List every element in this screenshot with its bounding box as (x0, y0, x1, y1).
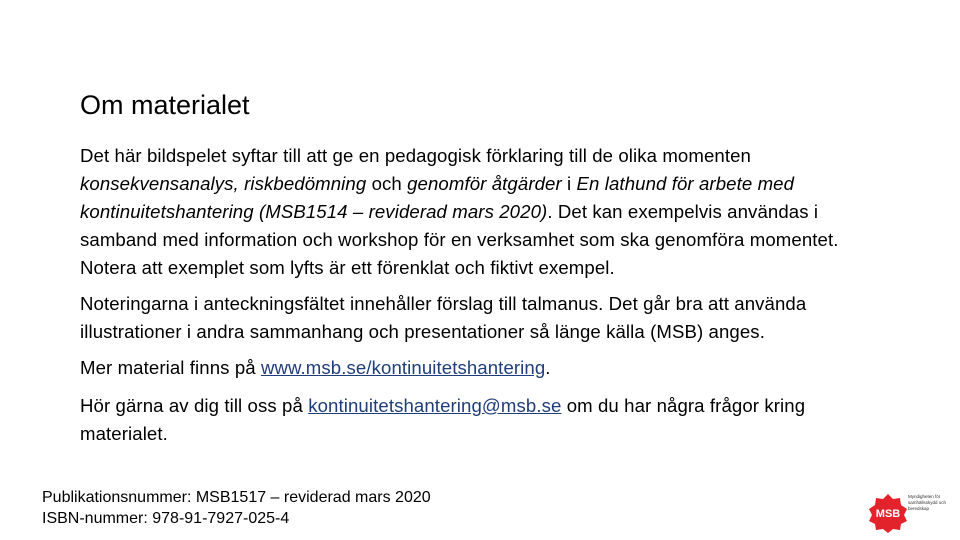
contact-suffix: om du har några frågor kring materialet. (80, 395, 806, 444)
intro-italic-3: En lathund för arbete med kontinuitetshantering (MSB1514 – reviderad mars 2020) (80, 173, 795, 222)
paragraph-contact (80, 392, 880, 448)
msb-logo-text: Myndigheten för samhällsskydd och beredskap (908, 494, 947, 511)
paragraph-notes: Noteringarna i anteckningsfältet innehåller förslag till talmanus. Det går bra att använda illustrationer i andra sammanhang och presentationer så länge källa (MSB) anges. (80, 293, 807, 342)
msb-website-link[interactable]: www.msb.se/kontinuitetshantering (260, 357, 546, 378)
more-material-suffix: . (545, 357, 551, 378)
publication-number: Publikationsnummer: MSB1517 – reviderad mars 2020 (42, 489, 431, 506)
intro-text-4: . Det kan exempelvis användas i samband med information och workshop för en verksamhet som ska genomföra momentet. Notera att exemplet som lyfts är ett förenklat och fiktivt exempel. (80, 201, 839, 278)
intro-text-2: och (366, 173, 408, 194)
intro-italic-1: konsekvensanalys, riskbedömning (80, 173, 367, 194)
intro-text-1: Det här bildspelet syftar till att ge en pedagogisk förklaring till de olika momenten (80, 145, 751, 166)
intro-italic-2: genomför åtgärder (407, 173, 562, 194)
contact-email-link[interactable]: kontinuitetshantering@msb.se (308, 395, 562, 416)
msb-mark-text: MSB (875, 508, 901, 520)
publication-footer (42, 487, 431, 529)
content (80, 142, 880, 456)
page-title: Om materialet (80, 90, 250, 120)
paragraph-intro (80, 142, 880, 282)
intro-text-3: i (561, 173, 577, 194)
isbn-number: ISBN-nummer: 978-91-7927-025-4 (42, 510, 290, 527)
more-material-prefix: Mer material finns på (80, 357, 261, 378)
paragraph-more-material (80, 354, 880, 382)
contact-prefix: Hör gärna av dig till oss på (80, 395, 309, 416)
